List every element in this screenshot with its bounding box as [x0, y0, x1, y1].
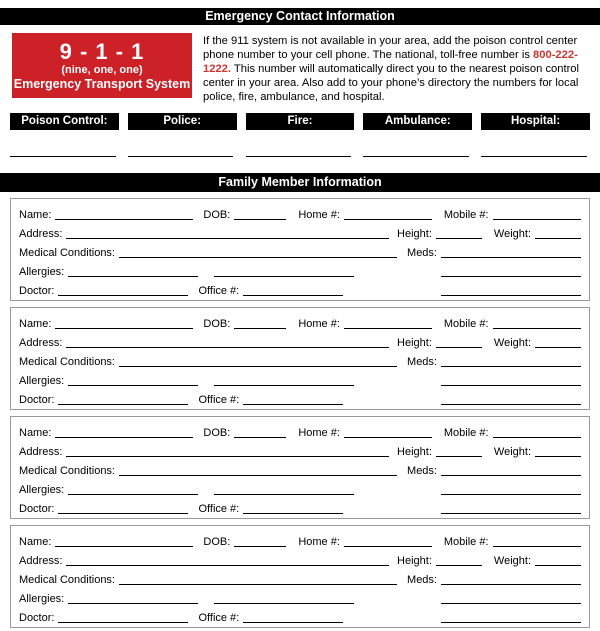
weight-line[interactable]	[535, 456, 581, 457]
allergies-line[interactable]	[68, 603, 198, 604]
office-phone-label: Office #:	[198, 503, 240, 515]
emergency-911-section	[12, 33, 588, 104]
dob-label: DOB:	[203, 427, 231, 439]
home-phone-label: Home #:	[298, 536, 340, 548]
member-row-doctor	[19, 497, 581, 516]
member-row-doctor	[19, 388, 581, 407]
medical-conditions-label: Medical Conditions:	[19, 574, 115, 586]
mobile-phone-line[interactable]	[493, 437, 581, 438]
home-phone-line[interactable]	[344, 328, 432, 329]
address-line[interactable]	[66, 456, 389, 457]
contact-number-line-police[interactable]	[128, 156, 234, 157]
member-row-doctor	[19, 279, 581, 298]
member-row-allergies	[19, 369, 581, 388]
allergies-continued-line[interactable]	[214, 494, 354, 495]
home-phone-label: Home #:	[298, 209, 340, 221]
height-label: Height:	[397, 337, 432, 349]
member-row-address	[19, 440, 581, 459]
meds-continued-line-1[interactable]	[441, 385, 581, 386]
height-line[interactable]	[436, 238, 482, 239]
height-line[interactable]	[436, 565, 482, 566]
name-label: Name:	[19, 318, 52, 330]
member-row-address	[19, 222, 581, 241]
weight-label: Weight:	[493, 337, 531, 349]
meds-label: Meds:	[407, 574, 437, 586]
family-member-box	[10, 307, 590, 410]
member-row-medical	[19, 459, 581, 478]
weight-line[interactable]	[535, 347, 581, 348]
medical-conditions-line[interactable]	[119, 366, 397, 367]
meds-continued-line-2[interactable]	[441, 295, 581, 296]
member-row-medical	[19, 568, 581, 587]
address-line[interactable]	[66, 238, 389, 239]
office-phone-label: Office #:	[198, 285, 240, 297]
allergies-label: Allergies:	[19, 266, 65, 278]
medical-conditions-label: Medical Conditions:	[19, 465, 115, 477]
name-line[interactable]	[55, 219, 193, 220]
dob-line[interactable]	[234, 437, 286, 438]
weight-label: Weight:	[493, 446, 531, 458]
mobile-phone-label: Mobile #:	[443, 318, 489, 330]
meds-label: Meds:	[407, 465, 437, 477]
meds-line[interactable]	[441, 366, 581, 367]
dob-line[interactable]	[234, 546, 286, 547]
page-title: Emergency Contact Information	[0, 8, 600, 25]
dob-line[interactable]	[234, 219, 286, 220]
height-label: Height:	[397, 446, 432, 458]
contact-label-poison-control: Poison Control:	[10, 113, 119, 130]
dob-label: DOB:	[203, 209, 231, 221]
allergies-continued-line[interactable]	[214, 276, 354, 277]
emergency-number: 9 - 1 - 1	[59, 38, 145, 64]
doctor-label: Doctor:	[19, 612, 55, 624]
address-label: Address:	[19, 228, 63, 240]
allergies-label: Allergies:	[19, 593, 65, 605]
allergies-label: Allergies:	[19, 484, 65, 496]
address-label: Address:	[19, 337, 63, 349]
meds-continued-line-1[interactable]	[441, 603, 581, 604]
dob-label: DOB:	[203, 536, 231, 548]
instructions-text-before: If the 911 system is not available in your area, add the poison control center phone number to your cell phone. The national, toll-free number is	[203, 35, 578, 61]
home-phone-line[interactable]	[344, 219, 432, 220]
office-phone-label: Office #:	[198, 394, 240, 406]
mobile-phone-line[interactable]	[493, 219, 581, 220]
contact-number-line-ambulance[interactable]	[363, 156, 469, 157]
member-row-address	[19, 549, 581, 568]
medical-conditions-label: Medical Conditions:	[19, 247, 115, 259]
family-member-box	[10, 198, 590, 301]
meds-label: Meds:	[407, 356, 437, 368]
home-phone-label: Home #:	[298, 427, 340, 439]
family-member-box	[10, 525, 590, 628]
medical-conditions-line[interactable]	[119, 475, 397, 476]
address-label: Address:	[19, 446, 63, 458]
home-phone-line[interactable]	[344, 437, 432, 438]
mobile-phone-line[interactable]	[493, 328, 581, 329]
member-row-name	[19, 203, 581, 222]
emergency-system-label: Emergency Transport System	[13, 76, 191, 91]
name-line[interactable]	[55, 437, 193, 438]
family-section-title: Family Member Information	[0, 173, 600, 192]
family-member-box	[10, 416, 590, 519]
member-row-allergies	[19, 478, 581, 497]
member-row-name	[19, 421, 581, 440]
doctor-label: Doctor:	[19, 394, 55, 406]
height-label: Height:	[397, 228, 432, 240]
contact-number-line-poison-control[interactable]	[10, 156, 116, 157]
contact-label-police: Police:	[128, 113, 237, 130]
allergies-label: Allergies:	[19, 375, 65, 387]
meds-continued-line-1[interactable]	[441, 276, 581, 277]
allergies-continued-line[interactable]	[214, 603, 354, 604]
doctor-line[interactable]	[58, 404, 188, 405]
contact-labels-row	[10, 113, 590, 130]
name-label: Name:	[19, 536, 52, 548]
medical-conditions-label: Medical Conditions:	[19, 356, 115, 368]
meds-line[interactable]	[441, 584, 581, 585]
doctor-line[interactable]	[58, 513, 188, 514]
mobile-phone-label: Mobile #:	[443, 427, 489, 439]
member-row-medical	[19, 241, 581, 260]
contact-number-line-hospital[interactable]	[481, 156, 587, 157]
emergency-number-words: (nine, one, one)	[61, 63, 143, 76]
allergies-continued-line[interactable]	[214, 385, 354, 386]
contact-number-lines-row	[10, 156, 590, 157]
nine-one-one-box	[12, 33, 192, 98]
contact-label-hospital: Hospital:	[481, 113, 590, 130]
member-row-name	[19, 312, 581, 331]
medical-conditions-line[interactable]	[119, 257, 397, 258]
dob-label: DOB:	[203, 318, 231, 330]
height-line[interactable]	[436, 347, 482, 348]
name-label: Name:	[19, 427, 52, 439]
address-line[interactable]	[66, 347, 389, 348]
home-phone-label: Home #:	[298, 318, 340, 330]
weight-line[interactable]	[535, 565, 581, 566]
allergies-line[interactable]	[68, 276, 198, 277]
mobile-phone-label: Mobile #:	[443, 536, 489, 548]
member-row-address	[19, 331, 581, 350]
address-line[interactable]	[66, 565, 389, 566]
meds-continued-line-1[interactable]	[441, 494, 581, 495]
poison-control-phone-number: 800-222-1222.	[203, 49, 578, 75]
office-phone-line[interactable]	[243, 513, 343, 514]
member-row-doctor	[19, 606, 581, 625]
member-row-allergies	[19, 260, 581, 279]
contact-label-ambulance: Ambulance:	[363, 113, 472, 130]
family-members-list	[0, 198, 600, 628]
doctor-line[interactable]	[58, 295, 188, 296]
office-phone-label: Office #:	[198, 612, 240, 624]
weight-label: Weight:	[493, 555, 531, 567]
meds-label: Meds:	[407, 247, 437, 259]
mobile-phone-line[interactable]	[493, 546, 581, 547]
instructions-text-after: This number will automatically direct you to the nearest poison control center in your area. Also add to your phone’s directory the numbers for local police, fire, ambulance, and hospital.	[203, 63, 580, 103]
name-line[interactable]	[55, 546, 193, 547]
contact-label-fire: Fire:	[246, 113, 355, 130]
height-line[interactable]	[436, 456, 482, 457]
contact-number-line-fire[interactable]	[246, 156, 352, 157]
allergies-line[interactable]	[68, 494, 198, 495]
weight-label: Weight:	[493, 228, 531, 240]
weight-line[interactable]	[535, 238, 581, 239]
address-label: Address:	[19, 555, 63, 567]
meds-line[interactable]	[441, 475, 581, 476]
name-line[interactable]	[55, 328, 193, 329]
allergies-line[interactable]	[68, 385, 198, 386]
medical-conditions-line[interactable]	[119, 584, 397, 585]
member-row-medical	[19, 350, 581, 369]
meds-continued-line-2[interactable]	[441, 513, 581, 514]
doctor-label: Doctor:	[19, 285, 55, 297]
height-label: Height:	[397, 555, 432, 567]
name-label: Name:	[19, 209, 52, 221]
member-row-allergies	[19, 587, 581, 606]
office-phone-line[interactable]	[243, 295, 343, 296]
poison-control-instructions	[203, 33, 588, 104]
member-row-name	[19, 530, 581, 549]
home-phone-line[interactable]	[344, 546, 432, 547]
meds-line[interactable]	[441, 257, 581, 258]
mobile-phone-label: Mobile #:	[443, 209, 489, 221]
dob-line[interactable]	[234, 328, 286, 329]
meds-continued-line-2[interactable]	[441, 404, 581, 405]
office-phone-line[interactable]	[243, 404, 343, 405]
doctor-label: Doctor:	[19, 503, 55, 515]
